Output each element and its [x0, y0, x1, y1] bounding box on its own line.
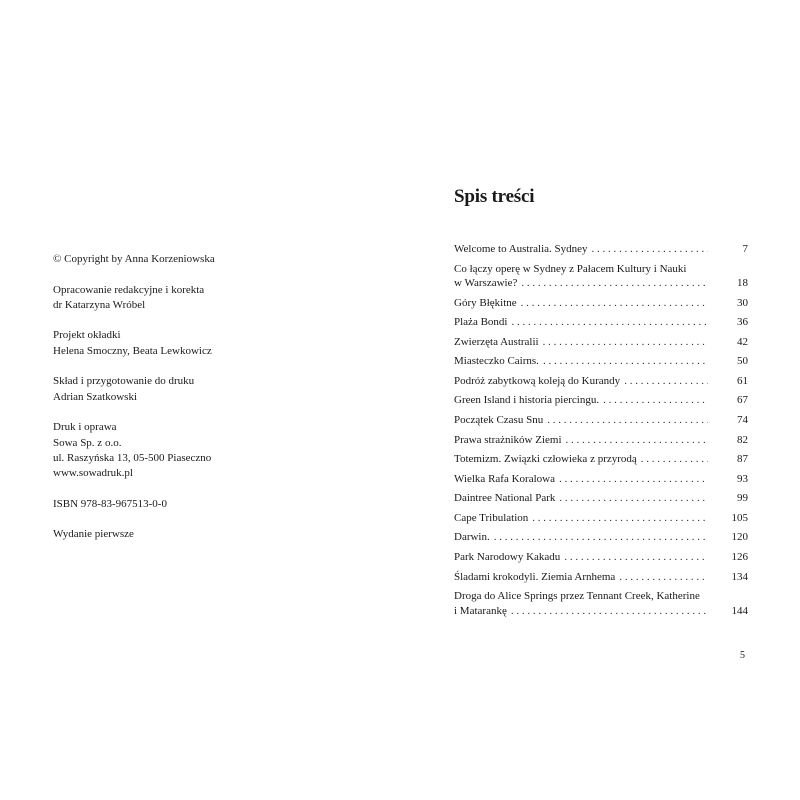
toc-entry-title: Miasteczko Cairns. [454, 355, 539, 368]
toc-entry-page: 144 [731, 604, 748, 617]
toc-entry [454, 242, 748, 256]
cover-label: Projekt okładki [53, 329, 121, 342]
toc-entry-page: 105 [731, 511, 748, 524]
toc-entry-title: Śladami krokodyli. Ziemia Arnhema [454, 570, 616, 583]
toc-entry [454, 354, 748, 368]
toc-entry-line [454, 413, 748, 427]
toc-entry-page: 74 [737, 414, 748, 427]
toc-entry-page: 67 [737, 394, 748, 407]
toc-entry [454, 296, 748, 310]
edition-block [53, 527, 383, 542]
toc-entry [454, 335, 748, 349]
print-label: Druk i oprawa [53, 421, 117, 434]
toc-entry-page: 120 [731, 531, 748, 544]
isbn-block [53, 497, 383, 512]
toc-entry-page: 18 [737, 276, 748, 289]
toc-entry-title: Totemizm. Związki człowieka z przyrodą [454, 453, 637, 466]
toc-entry-title: Green Island i historia piercingu. [454, 394, 600, 407]
toc-entry-title: i Matarankę [454, 604, 507, 617]
toc-entry-page: 82 [737, 433, 748, 446]
toc-dot-leader [619, 570, 708, 584]
editing-name: dr Katarzyna Wróbel [53, 298, 146, 311]
toc-entry-line [454, 335, 748, 349]
toc-entry [454, 511, 748, 525]
toc-dot-leader [494, 530, 708, 544]
toc-entry-page: 7 [742, 243, 748, 255]
imprint-page [53, 252, 383, 558]
editing-label: Opracowanie redakcyjne i korekta [53, 283, 205, 296]
toc-entry-line [454, 472, 748, 486]
toc-entry-title: Park Narodowy Kakadu [454, 551, 561, 564]
copyright-block [53, 252, 383, 267]
page-number: 5 [740, 650, 745, 661]
toc-entry-title: Góry Błękitne [454, 296, 517, 309]
toc-entry [454, 262, 748, 291]
toc-entry-page: 36 [737, 316, 748, 329]
toc-entry-page: 61 [737, 374, 748, 387]
toc-entry [454, 589, 748, 618]
toc-entry-title: Welcome to Australia. Sydney [454, 243, 588, 255]
toc-entry-line [454, 491, 748, 505]
toc-dot-leader [592, 242, 708, 256]
toc-entry [454, 315, 748, 329]
toc-entry [454, 374, 748, 388]
toc-dot-leader [521, 296, 708, 310]
toc-entry-title: Podróż zabytkową koleją do Kurandy [454, 374, 621, 387]
toc-entry-title: Plaża Bondi [454, 316, 508, 329]
toc-entry-line [454, 315, 748, 329]
toc-entry [454, 452, 748, 466]
toc-entry-title: Darwin. [454, 531, 490, 544]
toc-dot-leader [566, 433, 708, 447]
toc-entry [454, 433, 748, 447]
toc-dot-leader [624, 374, 708, 388]
toc-dot-leader [543, 335, 708, 349]
toc-page [454, 180, 748, 623]
toc-entry-page: 99 [737, 492, 748, 505]
toc-dot-leader [532, 511, 708, 525]
toc-entry-line [454, 276, 748, 290]
toc-entry-line [454, 393, 748, 407]
toc-entry-line [454, 550, 748, 564]
toc-dot-leader [547, 413, 708, 427]
toc-entry-page: 126 [731, 551, 748, 564]
print-website: www.sowadruk.pl [53, 467, 133, 480]
printing-block [53, 420, 383, 481]
cover-names: Helena Smoczny, Beata Lewkowicz [53, 344, 212, 357]
print-company: Sowa Sp. z o.o. [53, 436, 122, 449]
toc-dot-leader [559, 491, 708, 505]
toc-entry-line [454, 296, 748, 310]
toc-entry [454, 472, 748, 486]
toc-entry-line [454, 604, 748, 618]
toc-entry [454, 550, 748, 564]
toc-entry [454, 530, 748, 544]
toc-entry-title: w Warszawie? [454, 276, 518, 289]
toc-entry-line [454, 354, 748, 368]
toc-entry-title-line1: Droga do Alice Springs przez Tennant Creek, Katherine [454, 590, 700, 603]
toc-entry-line [454, 433, 748, 447]
toc-dot-leader [564, 550, 708, 564]
toc-entry-line [454, 452, 748, 466]
toc-dot-leader [559, 472, 708, 486]
toc-entry-title: Początek Czasu Snu [454, 414, 544, 427]
toc-entry-page: 30 [737, 296, 748, 309]
toc-entry-title: Prawa strażników Ziemi [454, 433, 562, 446]
print-address: ul. Raszyńska 13, 05-500 Piaseczno [53, 451, 212, 464]
toc-entry-title-line1: Co łączy operę w Sydney z Pałacem Kultury i Nauki [454, 262, 687, 275]
toc-entry-title: Cape Tribulation [454, 511, 529, 524]
toc-entry-line [454, 570, 748, 584]
toc-entry [454, 393, 748, 407]
toc-entry-line [454, 511, 748, 525]
cover-design-block [53, 328, 383, 359]
toc-title: Spis treści [454, 186, 535, 207]
toc-dot-leader [511, 604, 708, 618]
toc-entry-page: 93 [737, 472, 748, 485]
toc-dot-leader [641, 452, 708, 466]
toc-entry [454, 413, 748, 427]
typesetting-label: Skład i przygotowanie do druku [53, 375, 195, 388]
toc-entry [454, 491, 748, 505]
typesetting-name: Adrian Szatkowski [53, 390, 138, 403]
typesetting-block [53, 374, 383, 405]
toc-entry-page: 42 [737, 335, 748, 348]
toc-entry-page: 50 [737, 355, 748, 368]
toc-dot-leader [543, 354, 708, 368]
toc-entry-line [454, 530, 748, 544]
toc-dot-leader [603, 393, 708, 407]
isbn: ISBN 978-83-967513-0-0 [53, 497, 167, 510]
toc-dot-leader [511, 315, 708, 329]
toc-entry-page: 87 [737, 453, 748, 466]
edition: Wydanie pierwsze [53, 528, 134, 541]
toc-entry-title: Wielka Rafa Koralowa [454, 472, 555, 485]
editing-block [53, 283, 383, 314]
toc-entry-title: Zwierzęta Australii [454, 335, 539, 348]
toc-entry-line [454, 242, 748, 256]
toc-entry-title: Daintree National Park [454, 492, 556, 505]
toc-list [454, 242, 748, 618]
toc-entry-line [454, 374, 748, 388]
toc-entry-page: 134 [731, 570, 748, 583]
toc-entry [454, 570, 748, 584]
toc-dot-leader [521, 276, 708, 290]
copyright-line: © Copyright by Anna Korzeniowska [53, 253, 215, 265]
